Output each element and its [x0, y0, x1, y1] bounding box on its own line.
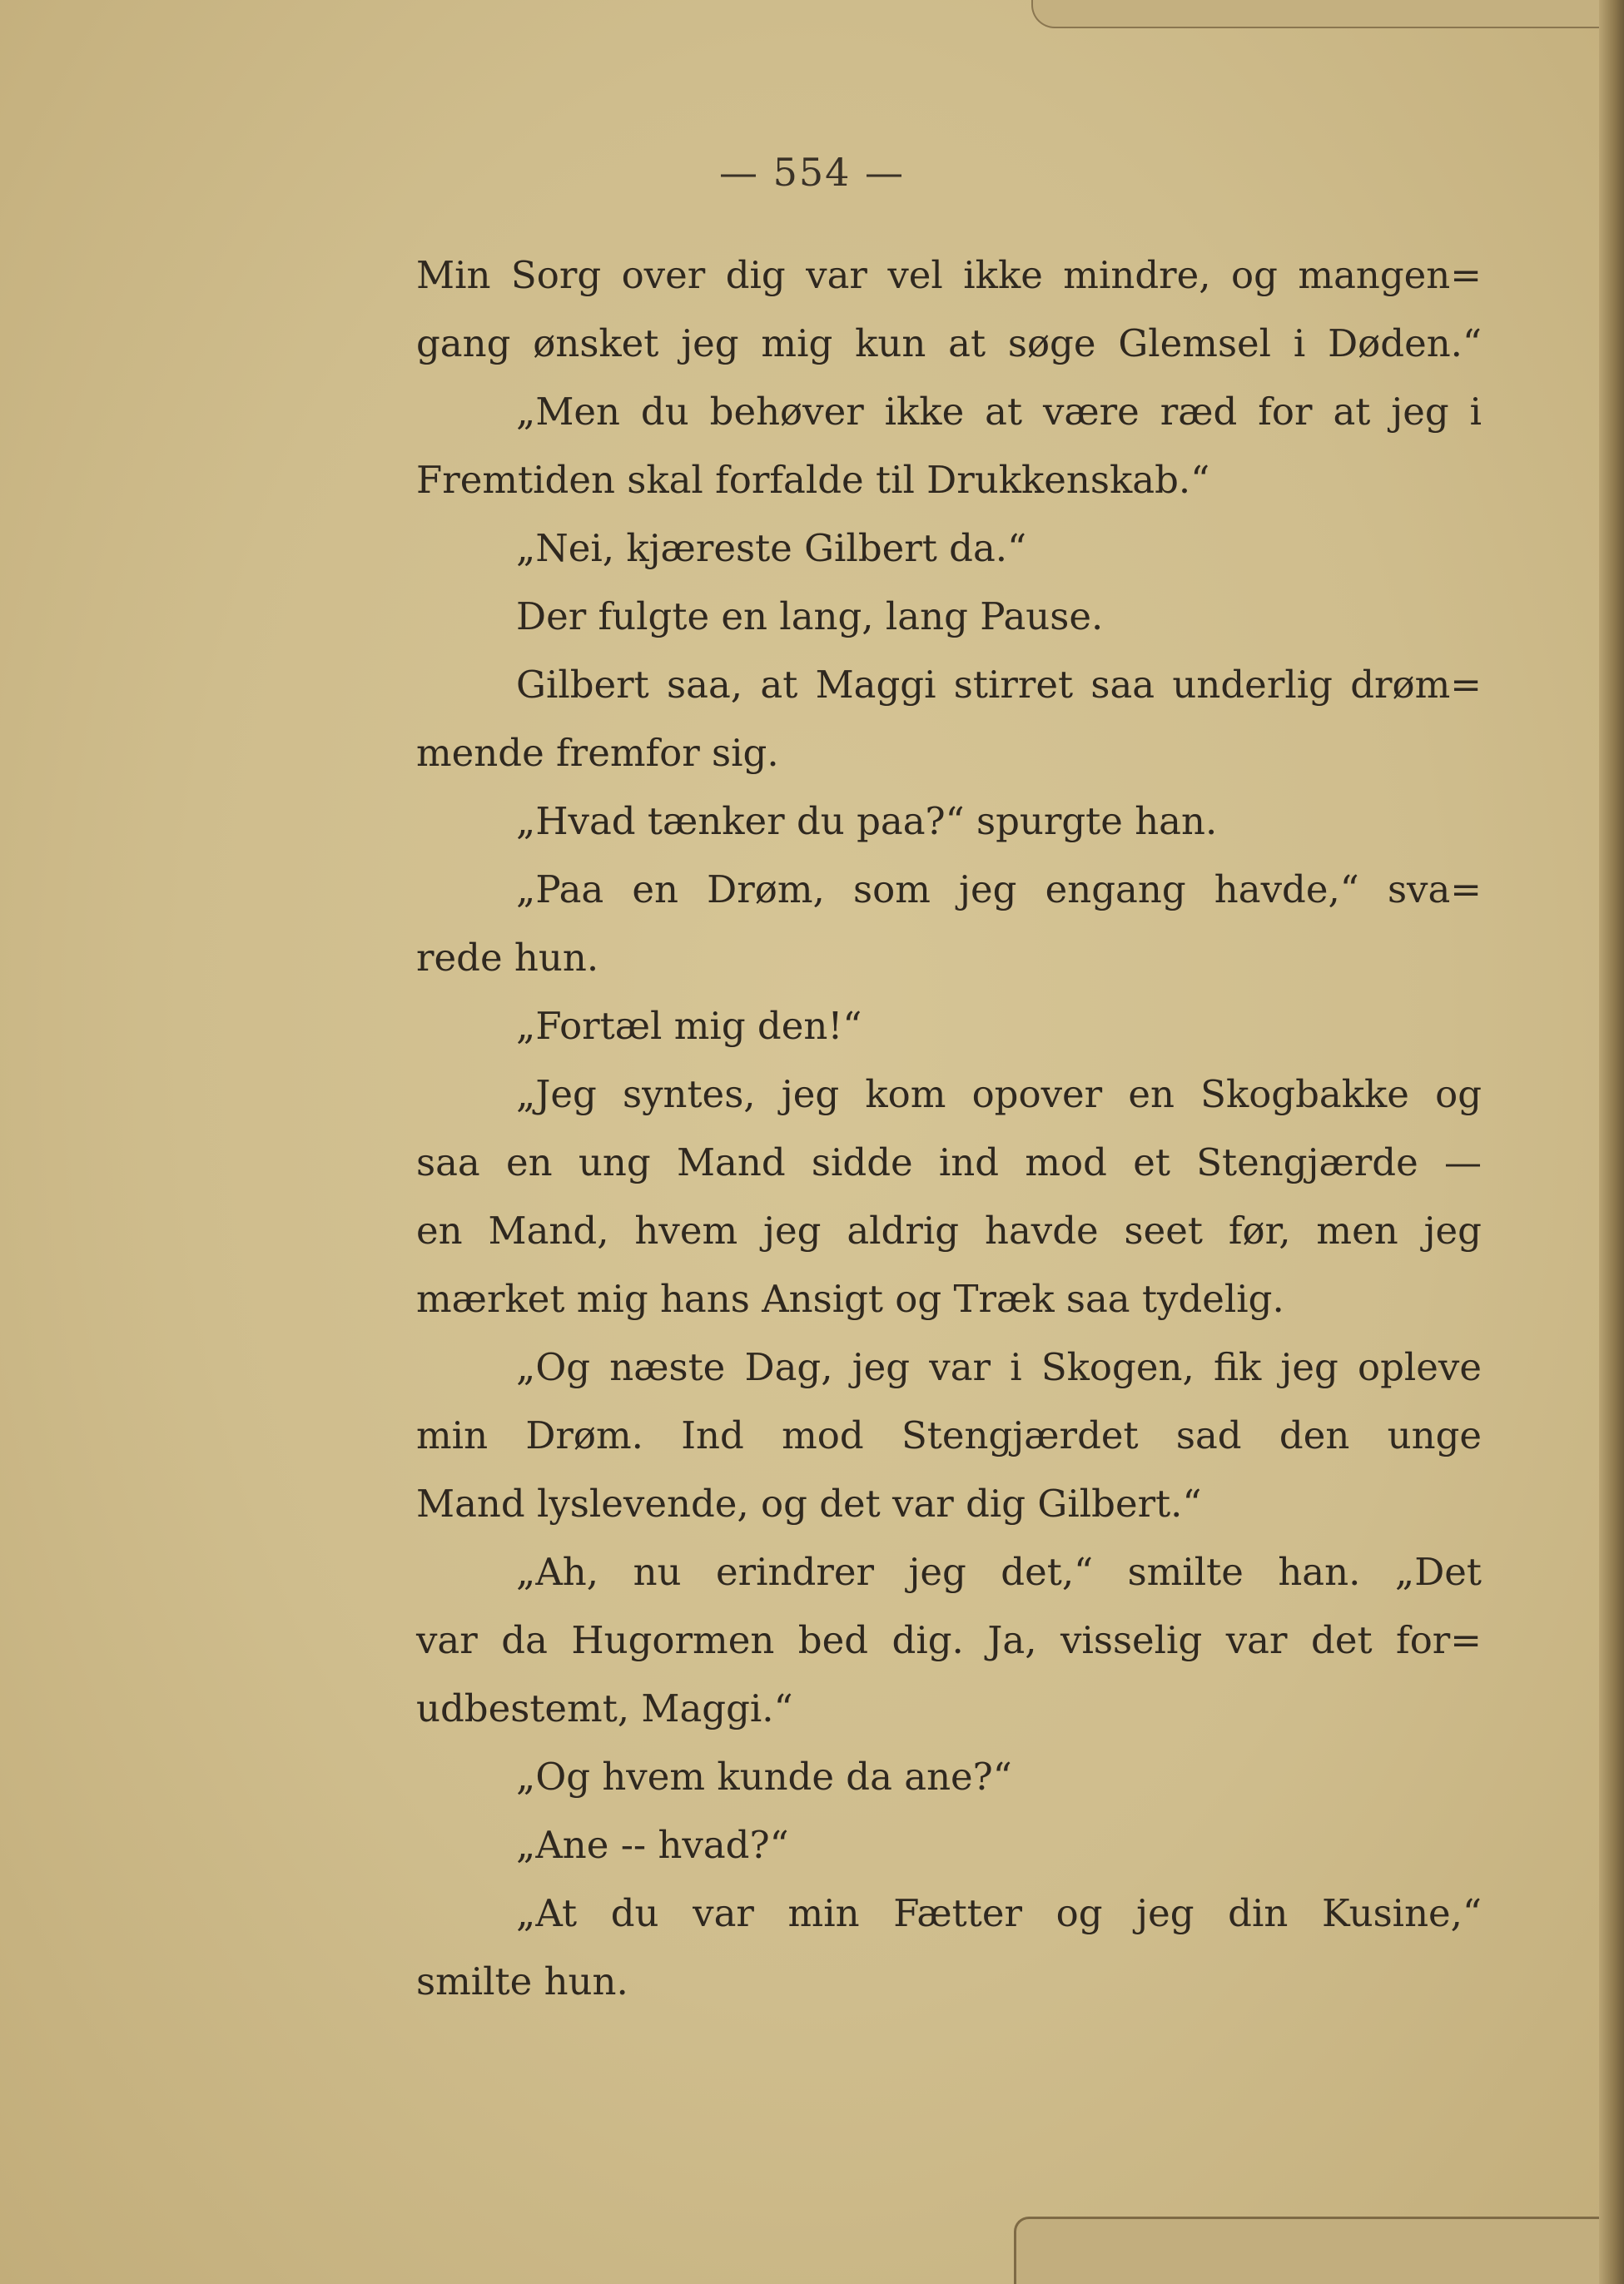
text-line: „Hvad tænker du paa?“ spurgte han.: [516, 799, 1218, 843]
text-line: „Jeg syntes, jeg kom opover en Skogbakke og: [516, 1072, 1482, 1116]
text-line: var da Hugormen bed dig. Ja, visselig var det for=: [416, 1618, 1482, 1662]
text-line: en Mand, hvem jeg aldrig havde seet før, men jeg: [416, 1209, 1482, 1253]
text-line: udbestemt, Maggi.“: [416, 1686, 793, 1730]
bottom-page-fold: [1014, 2217, 1599, 2284]
top-page-fold: [1031, 0, 1599, 28]
text-line: Gilbert saa, at Maggi stirret saa underlig drøm=: [516, 663, 1482, 707]
text-line: „Ane -- hvad?“: [516, 1823, 789, 1867]
text-line: „Fortæl mig den!“: [516, 1004, 862, 1048]
text-line: „Ah, nu erindrer jeg det,“ smilte han. „Det: [516, 1550, 1482, 1594]
body-text: [416, 241, 1482, 2016]
text-line: Der fulgte en lang, lang Pause.: [516, 594, 1104, 638]
text-line: smilte hun.: [416, 1959, 628, 2003]
text-line: saa en ung Mand sidde ind mod et Stengjærde —: [416, 1140, 1482, 1184]
text-line: min Drøm. Ind mod Stengjærdet sad den unge: [416, 1413, 1482, 1457]
page-number: — 554 —: [718, 150, 906, 195]
text-line: „At du var min Fætter og jeg din Kusine,“: [516, 1891, 1482, 1935]
text-line: „Paa en Drøm, som jeg engang havde,“ sva=: [516, 867, 1482, 911]
text-line: mende fremfor sig.: [416, 731, 779, 775]
text-line: Min Sorg over dig var vel ikke mindre, og mangen=: [416, 253, 1482, 297]
text-line: mærket mig hans Ansigt og Træk saa tydelig.: [416, 1277, 1284, 1321]
page-right-edge: [1599, 0, 1624, 2284]
text-line: „Og næste Dag, jeg var i Skogen, fik jeg opleve: [516, 1345, 1482, 1389]
text-line: rede hun.: [416, 936, 599, 980]
text-line: „Og hvem kunde da ane?“: [516, 1755, 1012, 1799]
text-line: „Nei, kjæreste Gilbert da.“: [516, 526, 1027, 570]
text-line: „Men du behøver ikke at være ræd for at jeg i: [516, 390, 1482, 434]
text-line: gang ønsket jeg mig kun at søge Glemsel i Døden.“: [416, 321, 1482, 365]
text-line: Mand lyslevende, og det var dig Gilbert.“: [416, 1482, 1202, 1526]
text-line: Fremtiden skal forfalde til Drukkenskab.“: [416, 458, 1210, 502]
